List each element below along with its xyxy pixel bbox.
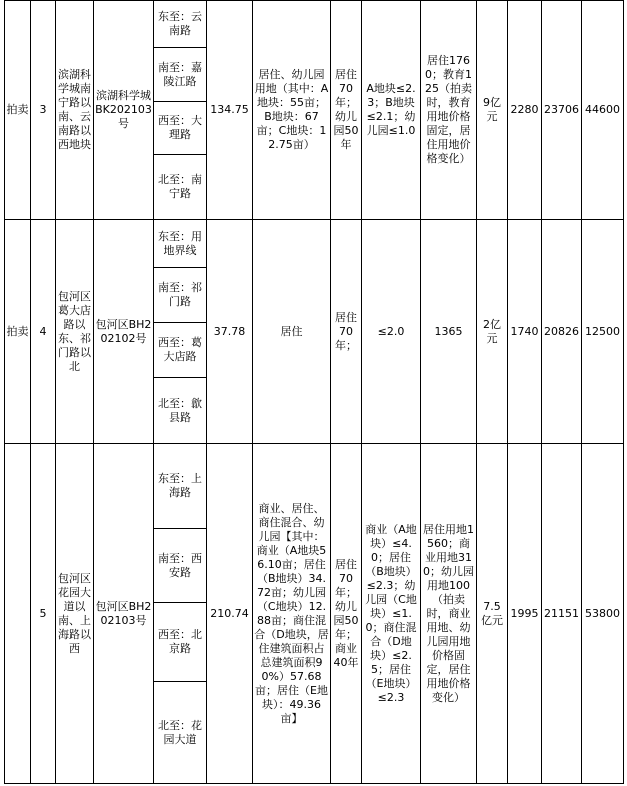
- price-note: 1365: [421, 220, 477, 444]
- boundary-east: 东至：上海路: [154, 444, 207, 529]
- parcel-area: 210.74: [207, 444, 253, 784]
- transfer-method: 拍卖: [5, 220, 31, 444]
- deposit-amount: 7.5亿元: [477, 444, 508, 784]
- value-3: 44600: [582, 1, 624, 220]
- parcel-code: 包河区BH202103号: [94, 444, 154, 784]
- parcel-area: 37.78: [207, 220, 253, 444]
- use-term: 居住70年；: [331, 220, 362, 444]
- floor-area-ratio: A地块≤2.3；B地块≤2.1；幼儿园≤1.0: [362, 1, 421, 220]
- land-auction-table: [4, 0, 624, 784]
- value-2: 23706: [542, 1, 582, 220]
- parcel-code: 包河区BH202102号: [94, 220, 154, 444]
- use-term: 居住70年；幼儿园50年；商业40年: [331, 444, 362, 784]
- value-2: 20826: [542, 220, 582, 444]
- land-use: 居住、幼儿园用地（其中：A地块：55亩；B地块：67亩；C地块：12.75亩）: [253, 1, 331, 220]
- boundary-west: 西至：葛大店路: [154, 323, 207, 378]
- boundary-north: 北至：南宁路: [154, 155, 207, 220]
- use-term: 居住70年；幼儿园50年: [331, 1, 362, 220]
- parcel-location: 包河区葛大店路以东、祁门路以北: [56, 220, 94, 444]
- parcel-location: 滨湖科学城南宁路以南、云南路以西地块: [56, 1, 94, 220]
- table-row: [5, 1, 624, 48]
- boundary-west: 西至：北京路: [154, 603, 207, 682]
- land-use: 居住: [253, 220, 331, 444]
- floor-area-ratio: 商业（A地块）≤4.0；居住（B地块）≤2.3；幼儿园（C地块）≤1.0；商住混合（D地块）≤2.5；居住（E地块）≤2.3: [362, 444, 421, 784]
- table-row: [5, 220, 624, 268]
- deposit-amount: 2亿元: [477, 220, 508, 444]
- value-2: 21151: [542, 444, 582, 784]
- parcel-number: 3: [31, 1, 56, 220]
- deposit-amount: 9亿元: [477, 1, 508, 220]
- boundary-south: 南至：西安路: [154, 529, 207, 603]
- boundary-south: 南至：祁门路: [154, 268, 207, 323]
- value-3: 53800: [582, 444, 624, 784]
- price-note: 居住1760；教育125（拍卖时，教育用地价格固定，居住用地价格变化）: [421, 1, 477, 220]
- boundary-east: 东至：云南路: [154, 1, 207, 48]
- boundary-north: 北至：花园大道: [154, 682, 207, 784]
- floor-area-ratio: ≤2.0: [362, 220, 421, 444]
- parcel-number: 5: [31, 444, 56, 784]
- transfer-method: 拍卖: [5, 1, 31, 220]
- land-use: 商业、居住、商住混合、幼儿园【其中：商业（A地块56.10亩；居住（B地块）34.72亩；幼儿园（C地块）12.88亩；商住混合（D地块，居住建筑面积占总建筑面积90%）57.68亩；居住（E地块）：49.36亩】: [253, 444, 331, 784]
- parcel-number: 4: [31, 220, 56, 444]
- boundary-south: 南至：嘉陵江路: [154, 48, 207, 102]
- parcel-area: 134.75: [207, 1, 253, 220]
- value-1: 1995: [508, 444, 542, 784]
- price-note: 居住用地1560；商业用地310；幼儿园用地100（拍卖时，商业用地、幼儿园用地价格固定，居住用地价格变化）: [421, 444, 477, 784]
- value-3: 12500: [582, 220, 624, 444]
- table-row: [5, 444, 624, 529]
- boundary-east: 东至：用地界线: [154, 220, 207, 268]
- value-1: 2280: [508, 1, 542, 220]
- transfer-method: [5, 444, 31, 784]
- parcel-location: 包河区花园大道以南、上海路以西: [56, 444, 94, 784]
- boundary-west: 西至：大理路: [154, 102, 207, 155]
- parcel-code: 滨湖科学城BK202103号: [94, 1, 154, 220]
- value-1: 1740: [508, 220, 542, 444]
- boundary-north: 北至：歙县路: [154, 378, 207, 444]
